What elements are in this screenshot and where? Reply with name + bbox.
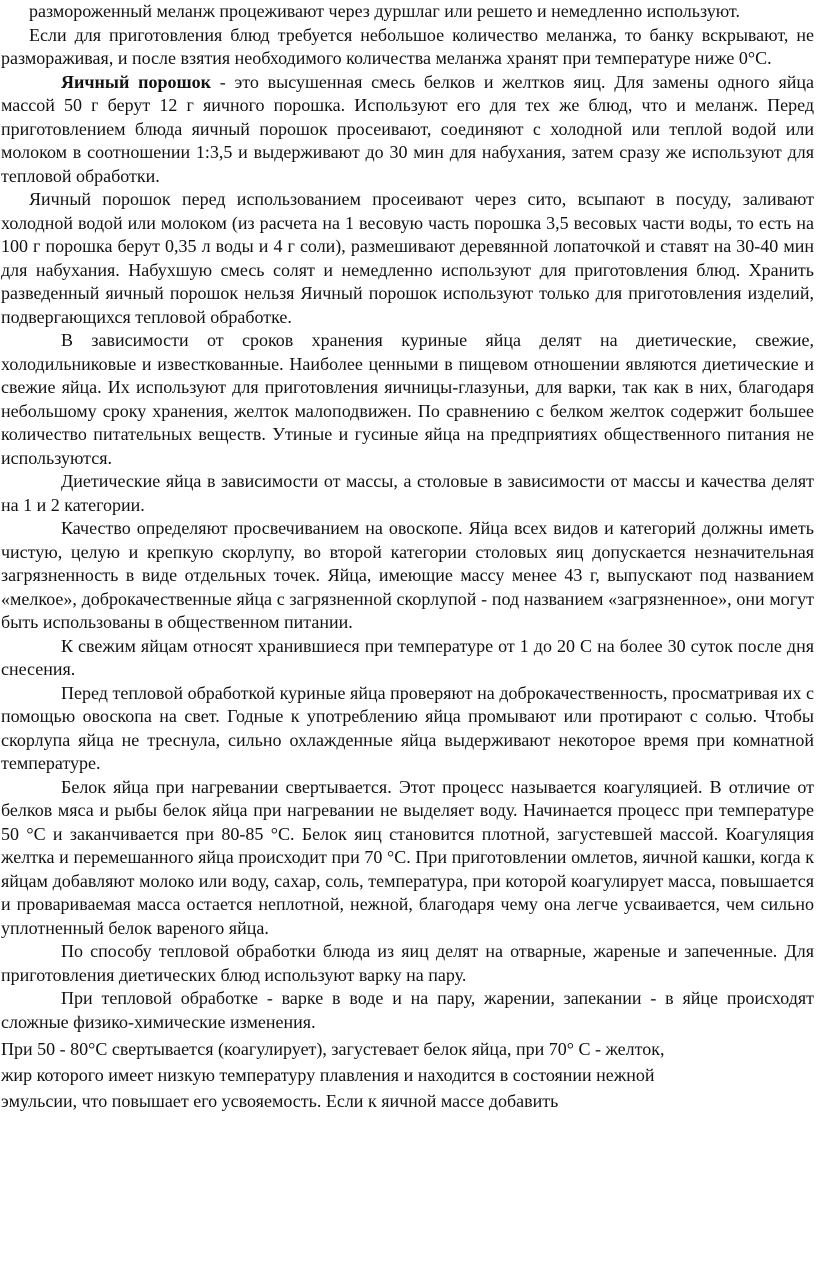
paragraph-4: Яичный порошок перед использованием просеивают через сито, всыпают в посуду, заливают холодной водой или молоком (из расчета на 1 весовую часть порошка 3,5 весовых части воды, то есть на 100 г порошка берут 0,35 л воды и 4 г соли), размешивают деревянной лопаточкой и ставят на 30-40 мин для набухания. Набухшую смесь солят и немедленно используют для приготовления блюд. Хранить разведенный яичный порошок нельзя Яичный порошок используют только для приготовления изделий, подвергающихся тепловой обработке. — [1, 189, 814, 327]
paragraph-13 — [1, 1036, 814, 1114]
paragraph-13-line-1: При 50 - 80°С свертывается (коагулирует), загустевает белок яйца, при 70° С - желток, — [1, 1039, 665, 1059]
paragraph-1: размороженный меланж процеживают через дуршлаг или решето и немедленно используют. — [29, 1, 740, 21]
paragraph-9: Перед тепловой обработкой куриные яйца проверяют на доброкачественность, просматривая их с помощью овоскопа на свет. Годные к употреблению яйца промывают или протирают с солью. Чтобы скорлупа яйца не треснула, сильно охлажденные яйца выдерживают некоторое время при комнатной температуре. — [1, 682, 814, 773]
paragraph-13-line-3: эмульсии, что повышает его усвояемость. Если к яичной массе добавить — [1, 1091, 559, 1111]
paragraph-2: Если для приготовления блюд требуется небольшое количество меланжа, то банку вскрывают, не размораживая, и после взятия необходимого количества меланжа хранят при температуре ниже 0°С. — [1, 24, 814, 68]
paragraph-6: Диетические яйца в зависимости от массы, а столовые в зависимости от массы и качества делят на 1 и 2 категории. — [1, 471, 814, 515]
paragraph-11: По способу тепловой обработки блюда из яиц делят на отварные, жареные и запеченные. Для приготовления диетических блюд используют варку на пару. — [1, 941, 814, 985]
paragraph-12: При тепловой обработке - варке в воде и на пару, жарении, запекании - в яйце происходят сложные физико-химические изменения. — [1, 988, 814, 1032]
term-egg-powder: Яичный порошок — [61, 71, 212, 92]
paragraph-7: Качество определяют просвечиванием на овоскопе. Яйца всех видов и категорий должны иметь чистую, целую и крепкую скорлупу, во второй категории столовых яиц допускается незначительная загрязненность в виде отдельных точек. Яйца, имеющие массу менее 43 г, выпускают под названием «мелкое», доброкачественные яйца с загрязненной скорлупой - под названием «загрязненное», они могут быть использованы в общественном питании. — [1, 518, 814, 632]
paragraph-8: К свежим яйцам относят хранившиеся при температуре от 1 до 20 С на более 30 суток после дня снесения. — [1, 635, 814, 679]
paragraph-3 — [1, 71, 814, 189]
paragraph-3-text: - это высушенная смесь белков и желтков яиц. Для замены одного яйца массой 50 г берут 12 г яичного порошка. Используют его для тех же блюд, что и меланж. Перед приготовлением блюда яичный порошок просеивают, соединяют с холодной или теплой водой или молоком в соотношении 1:3,5 и выдерживают до 30 мин для набухания, затем сразу же используют для тепловой обработки. — [1, 71, 814, 186]
paragraph-5: В зависимости от сроков хранения куриные яйца делят на диетические, свежие, холодильниковые и известкованные. Наиболее ценными в пищевом отношении являются диетические и свежие яйца. Их используют для приготовления яичницы-глазуньи, для варки, так как в них, благодаря небольшому сроку хранения, желток малоподвижен. По сравнению с белком желток содержит большее количество питательных веществ. Утиные и гусиные яйца на предприятиях общественного питания не используются. — [1, 330, 814, 468]
paragraph-10: Белок яйца при нагревании свертывается. Этот процесс называется коагуляцией. В отличие от белков мяса и рыбы белок яйца при нагревании не выделяет воду. Начинается процесс при температуре 50 °С и заканчивается при 80-85 °С. Белок яиц становится плотной, загустевшей массой. Коагуляция желтка и перемешанного яйца происходит при 70 °С. При приготовлении омлетов, яичной кашки, когда к яйцам добавляют молоко или воду, сахар, соль, температура, при которой коагулирует масса, повышается и провариваемая масса остается неплотной, нежной, благодаря чему она легче усваивается, чем сильно уплотненный белок вареного яйца. — [1, 776, 814, 938]
paragraph-13-line-2: жир которого имеет низкую температуру плавления и находится в состоянии нежной — [1, 1065, 655, 1085]
